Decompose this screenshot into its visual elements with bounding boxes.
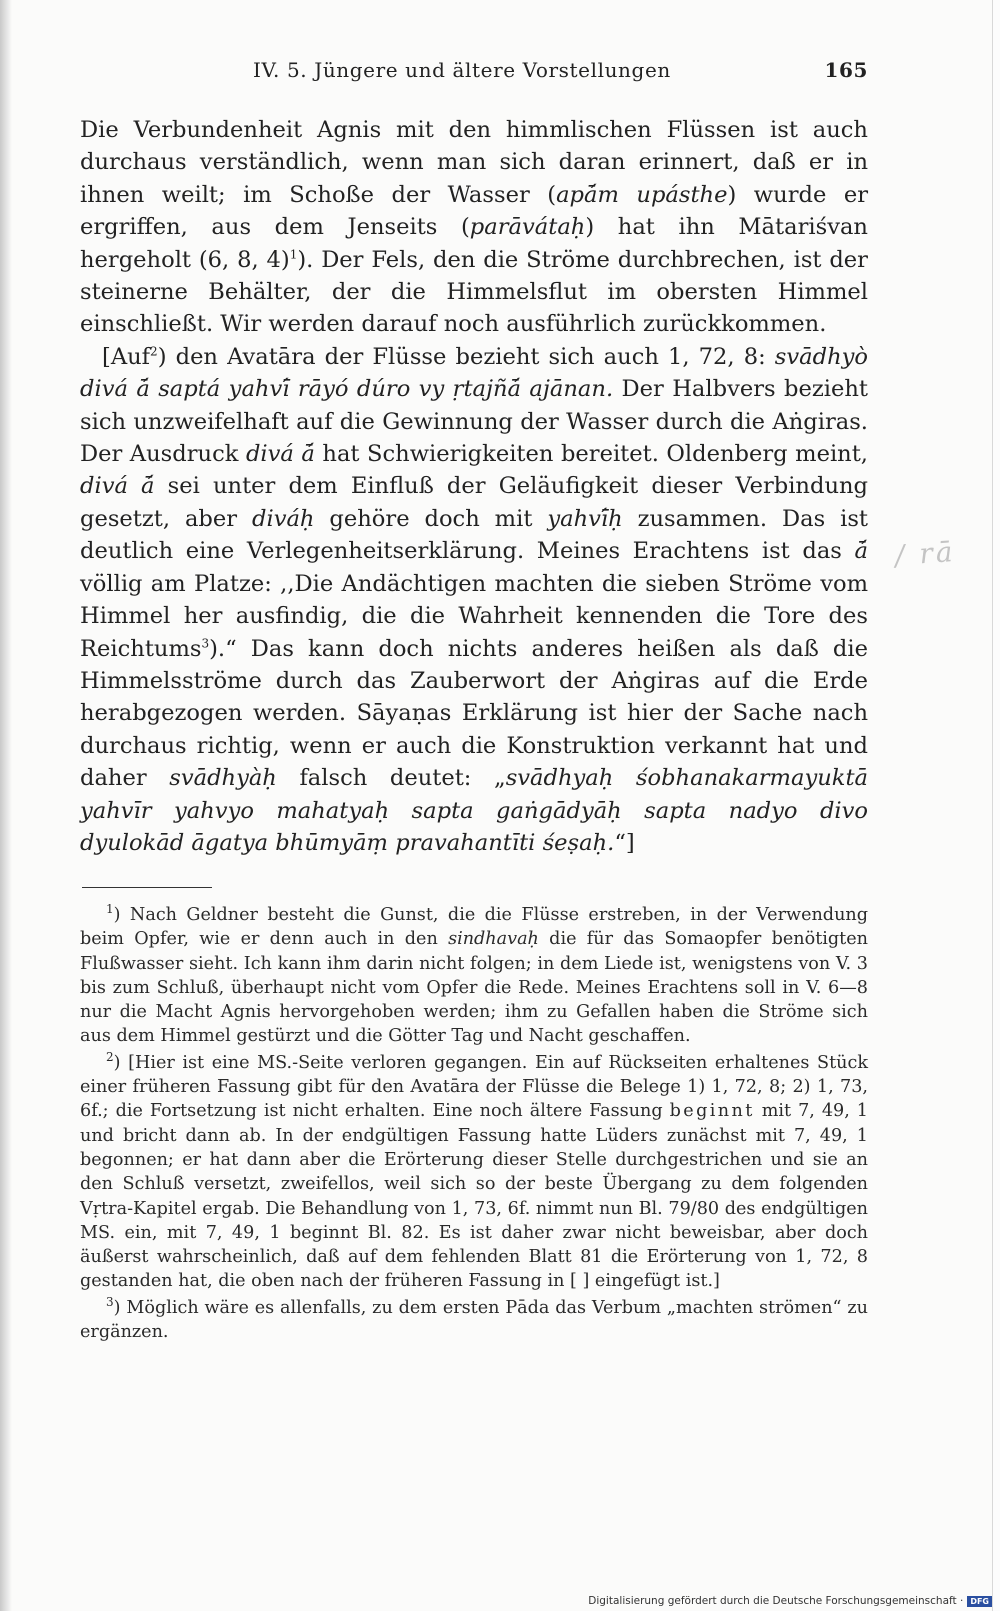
running-header: [80, 58, 870, 88]
paragraph-1: [80, 114, 868, 341]
dfg-logo-icon: DFG: [967, 1596, 992, 1607]
sanskrit-term: divá ā́: [80, 473, 155, 500]
footnote-2: [80, 1051, 868, 1294]
footnote-separator: [82, 887, 212, 888]
sanskrit-term: sindhavaḥ: [448, 929, 539, 950]
page-number: 165: [824, 58, 868, 82]
footnote-number: 2: [106, 1049, 114, 1064]
page-edge-shadow: [0, 0, 12, 1611]
footnote-3: [80, 1296, 868, 1345]
footnotes: [80, 903, 868, 1346]
handwritten-margin-note: / rā: [893, 534, 957, 573]
text-run: “]: [614, 829, 635, 856]
text-run: ) wurde er ergriffen, aus dem Jenseits (: [80, 181, 869, 241]
text-run: sei unter dem Einfluß der Geläufigkeit dieser Verbindung gesetzt, aber: [80, 473, 869, 532]
sanskrit-term: yahvī́ḥ: [547, 505, 623, 532]
main-text: [80, 114, 868, 859]
sanskrit-term: ā́: [854, 538, 868, 565]
text-run: ) Nach Geldner besteht die Gunst, die die Flüsse erstreben, in der Verwendung beim Opfer, wie er denn auch in den: [80, 905, 868, 950]
text-run: Der Halbvers bezieht sich unzweifelhaft auf die Gewinnung der Wasser durch die Aṅgiras. Der Ausdruck: [80, 376, 868, 468]
text-run: ) [Hier ist eine MS.-Seite verloren gegangen. Ein auf Rückseiten erhaltenes Stück einer früheren Fassung gibt für den Avatāra der Flüsse die Belege 1) 1, 72, 8; 2) 1, 73, 6f.; die Fortsetzung ist nicht erhalten. Eine noch ältere Fassung: [80, 1052, 868, 1122]
sanskrit-commentary-quote: svādhyaḥ śobhanakarmayuktā yahvīr yahvyo mahatyaḥ sapta gaṅgādyāḥ sapta nadyo divo dyulokād āgatya bhūmyāṃ pravahantīti śeṣaḥ.: [80, 765, 869, 856]
text-run: Die Verbundenheit Agnis mit den himmlischen Flüssen ist auch durchaus verständlich, wenn man sich daran erinnert, daß er in ihnen weilt; im Schoße der Wasser (: [80, 117, 868, 208]
footnote-marker-1[interactable]: 1: [289, 247, 298, 262]
footnote-marker-3[interactable]: 3: [201, 635, 210, 650]
paragraph-2: [80, 341, 868, 860]
sanskrit-term: parāvátaḥ: [469, 214, 586, 241]
text-run: die für das Somaopfer benötigten Flußwasser sieht. Ich kann ihm darin nicht folgen; in dem Liede ist, wenigstens von V. 3 bis zum Schluß, überhaupt nicht vom Opfer die Rede. Meines Erachtens soll in V. 6—8 nur die Macht Agnis hervorgehoben werden; ihm zu Gefallen haben die Ströme sich aus dem Himmel gestürzt und die Götter Tag und Nacht geschaffen.: [80, 929, 868, 1047]
sanskrit-term: divá ā́: [245, 441, 315, 468]
text-run: zusammen. Das ist deutlich eine Verlegenheitserklärung. Meines Erachtens ist das: [80, 505, 868, 565]
sanskrit-verse: svādhyò divá ā́ saptá yahvī́ rāyó dúro vy ṛtajñā́ ajānan.: [80, 343, 868, 403]
text-run: ) Möglich wäre es allenfalls, zu dem ersten Pāda das Verbum „machten strömen“ zu ergänzen.: [80, 1297, 868, 1343]
text-run: falsch deutet: „: [276, 765, 506, 792]
text-run: [Auf: [102, 343, 151, 370]
running-title: IV. 5. Jüngere und ältere Vorstellungen: [253, 58, 671, 82]
spaced-emphasis: beginnt: [669, 1101, 755, 1122]
text-run: ) hat ihn Mātariśvan hergeholt (6, 8, 4): [80, 214, 868, 273]
text-run: ). Der Fels, den die Ströme durchbrechen, ist der steinerne Behälter, der die Himmelsflut im obersten Himmel einschließt. Wir werden darauf noch ausführlich zurückkommen.: [80, 246, 868, 338]
text-run: völlig am Platze: ,,Die Andächtigen machten die sieben Ströme vom Himmel her ausfindig, die die Wahrheit kennenden die Tore des Reichtums: [80, 570, 868, 662]
text-run: ).“ Das kann doch nichts anderes heißen als daß die Himmelsströme durch das Zauberwort der Aṅgiras auf die Erde herabgezogen werden. Sāyaṇas Erklärung ist hier der Sache nach durchaus richtig, wenn er auch die Konstruktion verkannt hat und daher: [80, 635, 868, 792]
text-run: gehöre doch mit: [314, 505, 548, 532]
footnote-number: 3: [106, 1294, 114, 1309]
sanskrit-term: apā́m upásthe: [556, 181, 728, 208]
digitization-credit: [588, 1595, 992, 1607]
text-run: mit 7, 49, 1 und bricht dann ab. In der endgültigen Fassung hatte Lüders zunächst mit 7, 49, 1 begonnen; er hat dann aber die Erörterung dieser Stelle durchgestrichen und sie an den Schluß versetzt, zweifellos, weil sich so der beste Übergang zu dem folgenden Vṛtra-Kapitel ergab. Die Behandlung von 1, 73, 6f. nimmt nun Bl. 79/80 des endgültigen MS. ein, mit 7, 49, 1 beginnt Bl. 82. Es ist daher zwar nicht beweisbar, aber doch äußerst wahrscheinlich, daß auf dem fehlenden Blatt 81 die Erörterung von 1, 72, 8 gestanden hat, die oben nach der früheren Fassung in [ ] eingefügt ist.]: [80, 1101, 868, 1292]
sanskrit-term: svādhyàḥ: [169, 765, 277, 792]
footnote-marker-2[interactable]: 2: [150, 344, 158, 359]
text-run: hat Schwierigkeiten bereitet. Oldenberg meint,: [314, 441, 868, 468]
sanskrit-term: diváḥ: [252, 505, 315, 532]
footnote-number: 1: [106, 902, 114, 917]
text-run: ) den Avatāra der Flüsse bezieht sich auch 1, 72, 8:: [157, 343, 775, 370]
credit-text: Digitalisierung gefördert durch die Deutsche Forschungsgemeinschaft ·: [588, 1595, 964, 1607]
footnote-1: [80, 903, 868, 1049]
